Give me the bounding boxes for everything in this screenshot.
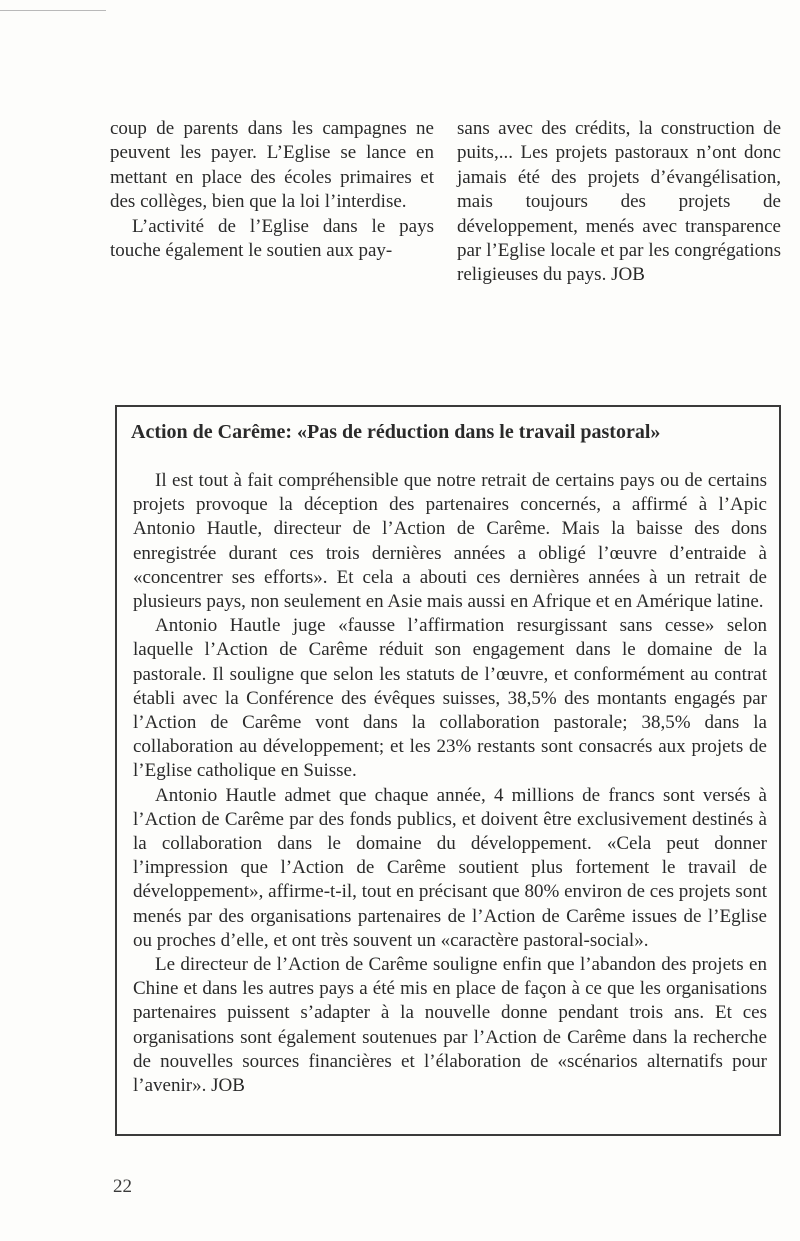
left-paragraph-2: L’activité de l’Eglise dans le pays touche également le soutien aux pay- [110, 215, 434, 262]
left-column [110, 117, 434, 263]
box-title: Action de Carême: «Pas de réduction dans le travail pastoral» [131, 421, 661, 443]
right-column [457, 117, 781, 288]
page-number: 22 [113, 1176, 132, 1197]
box-paragraph-3: Antonio Hautle admet que chaque année, 4 millions de francs sont versés à l’Action de Carême par des fonds publics, et doivent être exclusivement destinés à la collaboration dans le domaine du développement. «Cela peut donner l’impression que l’Action de Carême soutient plus fortement le travail de développement», affirme-t-il, tout en précisant que 80% environ de ces projets sont menés par des organisations partenaires de l’Action de Carême issues de l’Eglise ou proches d’elle, et ont très souvent un «caractère pastoral-social». [133, 784, 767, 951]
sidebar-box [115, 405, 781, 1136]
top-rule [0, 10, 106, 11]
box-paragraph-4: Le directeur de l’Action de Carême souligne enfin que l’abandon des projets en Chine et dans les autres pays a été mis en place de façon à ce que les organisations partenaires puissent s’adapter à la nouvelle donne pendant trois ans. Et ces organisations sont également soutenues par l’Action de Carême dans la recherche de nouvelles sources financières et l’élaboration de «scénarios alternatifs pour l’avenir». JOB [133, 954, 767, 1097]
right-paragraph-1: sans avec des crédits, la construction de puits,... Les projets pastoraux n’ont donc jamais été des projets d’évangélisation, mais toujours des projets de développement, menés avec transparence par l’Eglise locale et par les congrégations religieuses du pays. JOB [457, 118, 781, 286]
box-paragraph-1: Il est tout à fait compréhensible que notre retrait de certains pays ou de certains projets provoque la déception des partenaires concernés, a affirmé à l’Apic Antonio Hautle, directeur de l’Action de Carême. Mais la baisse des dons enregistrée durant ces trois dernières années a obligé l’œuvre d’entraide à «concentrer ses efforts». Et cela a abouti ces dernières années à un retrait de plusieurs pays, non seulement en Asie mais aussi en Afrique et en Amérique latine. [133, 470, 767, 613]
box-paragraph-2: Antonio Hautle juge «fausse l’affirmation resurgissant sans cesse» selon laquelle l’Action de Carême réduit son engagement dans le domaine de la pastorale. Il souligne que selon les statuts de l’œuvre, et conformément au contrat établi avec la Conférence des évêques suisses, 38,5% des montants engagés par l’Action de Carême vont dans la collaboration pastorale; 38,5% dans la collaboration au développement; et les 23% restants sont consacrés aux projets de l’Eglise catholique en Suisse. [133, 615, 767, 782]
left-paragraph-1: coup de parents dans les campagnes ne peuvent les payer. L’Eglise se lance en mettant en place des écoles primaires et des collèges, bien que la loi l’interdise. [110, 118, 434, 213]
box-body [133, 469, 767, 1098]
